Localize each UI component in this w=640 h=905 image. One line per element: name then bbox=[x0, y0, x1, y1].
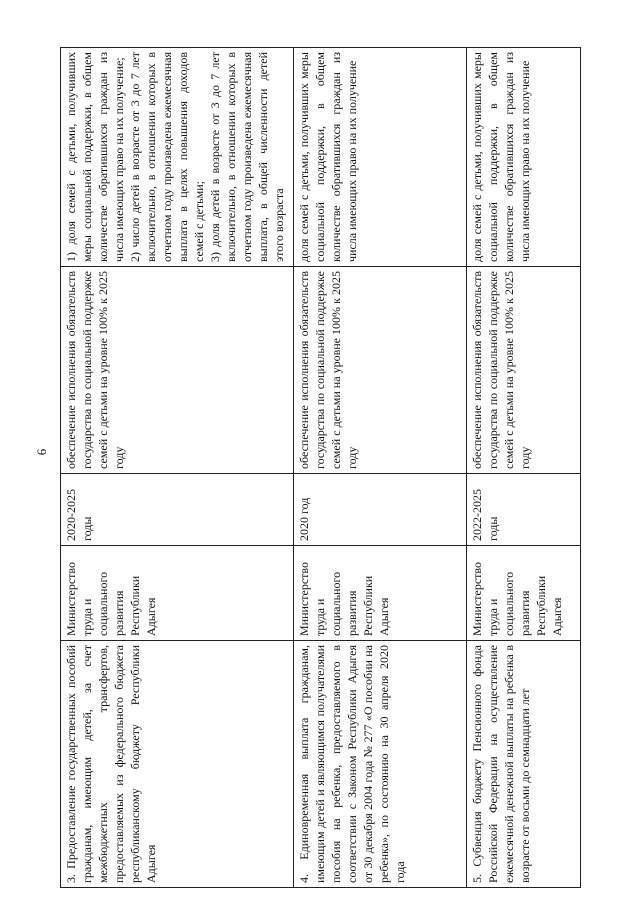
measure-cell: 3. Предоставление государственных пособий гражданам, имеющим детей, за счет межбюджетных трансфертов, предоставляемых из федерального бюджета республиканскому бюджету Республики Адыгея bbox=[61, 641, 294, 888]
period-cell: 2020 год bbox=[294, 474, 467, 546]
table-row bbox=[294, 48, 467, 888]
indicators-cell bbox=[61, 48, 294, 267]
period-cell: 2022-2025 годы bbox=[467, 474, 581, 546]
period-cell: 2020-2025 годы bbox=[61, 474, 294, 546]
indicator-item: 2) число детей в возрасте от 3 до 7 лет включительно, в отношении которых в отчетном году произведена ежемесячная выплата в целях повышения доходов семей с детьми; bbox=[128, 52, 206, 262]
indicator-item: 1) доля семей с детьми, получивших меры социальной поддержки, в общем количестве обратившихся граждан из числа имеющих право на их получение; bbox=[64, 52, 126, 262]
result-cell: обеспечение исполнения обязательств государства по социальной поддержке семей с детьми на уровне 100% к 2025 году bbox=[294, 267, 467, 474]
executor-cell: Министерство труда и социального развития Республики Адыгея bbox=[467, 546, 581, 641]
indicator-item: доля семей с детьми, получивших меры социальной поддержки, в общем количестве обратившихся граждан из числа имеющих право на их получение bbox=[297, 52, 359, 262]
indicators-cell bbox=[467, 48, 581, 267]
measure-cell: 4. Единовременная выплата гражданам, имеющим детей и являющимся получателями пособия на ребенка, предоставляемого в соответствии с Законом Республики Адыгея от 30 декабря 2004 года № 277 «О пособии на ребенка», по состоянию на 30 апреля 2020 года bbox=[294, 641, 467, 888]
executor-cell: Министерство труда и социального развития Республики Адыгея bbox=[61, 546, 294, 641]
table-row bbox=[467, 48, 581, 888]
result-cell: обеспечение исполнения обязательств государства по социальной поддержке семей с детьми на уровне 100% к 2025 году bbox=[61, 267, 294, 474]
indicator-item: доля семей с детьми, получивших меры социальной поддержки, в общем количестве обратившихся граждан из числа имеющих право на их получение bbox=[470, 52, 532, 262]
indicator-item: 3) доля детей в возрасте от 3 до 7 лет включительно, в отношении которых в отчетном году произведена ежемесячная выплата, в общей численности детей этого возраста bbox=[208, 52, 286, 262]
measures-table bbox=[60, 47, 581, 888]
table-row bbox=[61, 48, 294, 888]
result-cell: обеспечение исполнения обязательств государства по социальной поддержке семей с детьми на уровне 100% к 2025 году bbox=[467, 267, 581, 474]
executor-cell: Министерство труда и социального развития Республики Адыгея bbox=[294, 546, 467, 641]
measure-cell: 5. Субвенция бюджету Пенсионного фонда Российской Федерации на осуществление ежемесячной денежной выплаты на ребенка в возрасте от восьми до семнадцати лет bbox=[467, 641, 581, 888]
page-number: 6 bbox=[34, 448, 49, 456]
rotated-table-container bbox=[60, 48, 580, 888]
indicators-cell bbox=[294, 48, 467, 267]
